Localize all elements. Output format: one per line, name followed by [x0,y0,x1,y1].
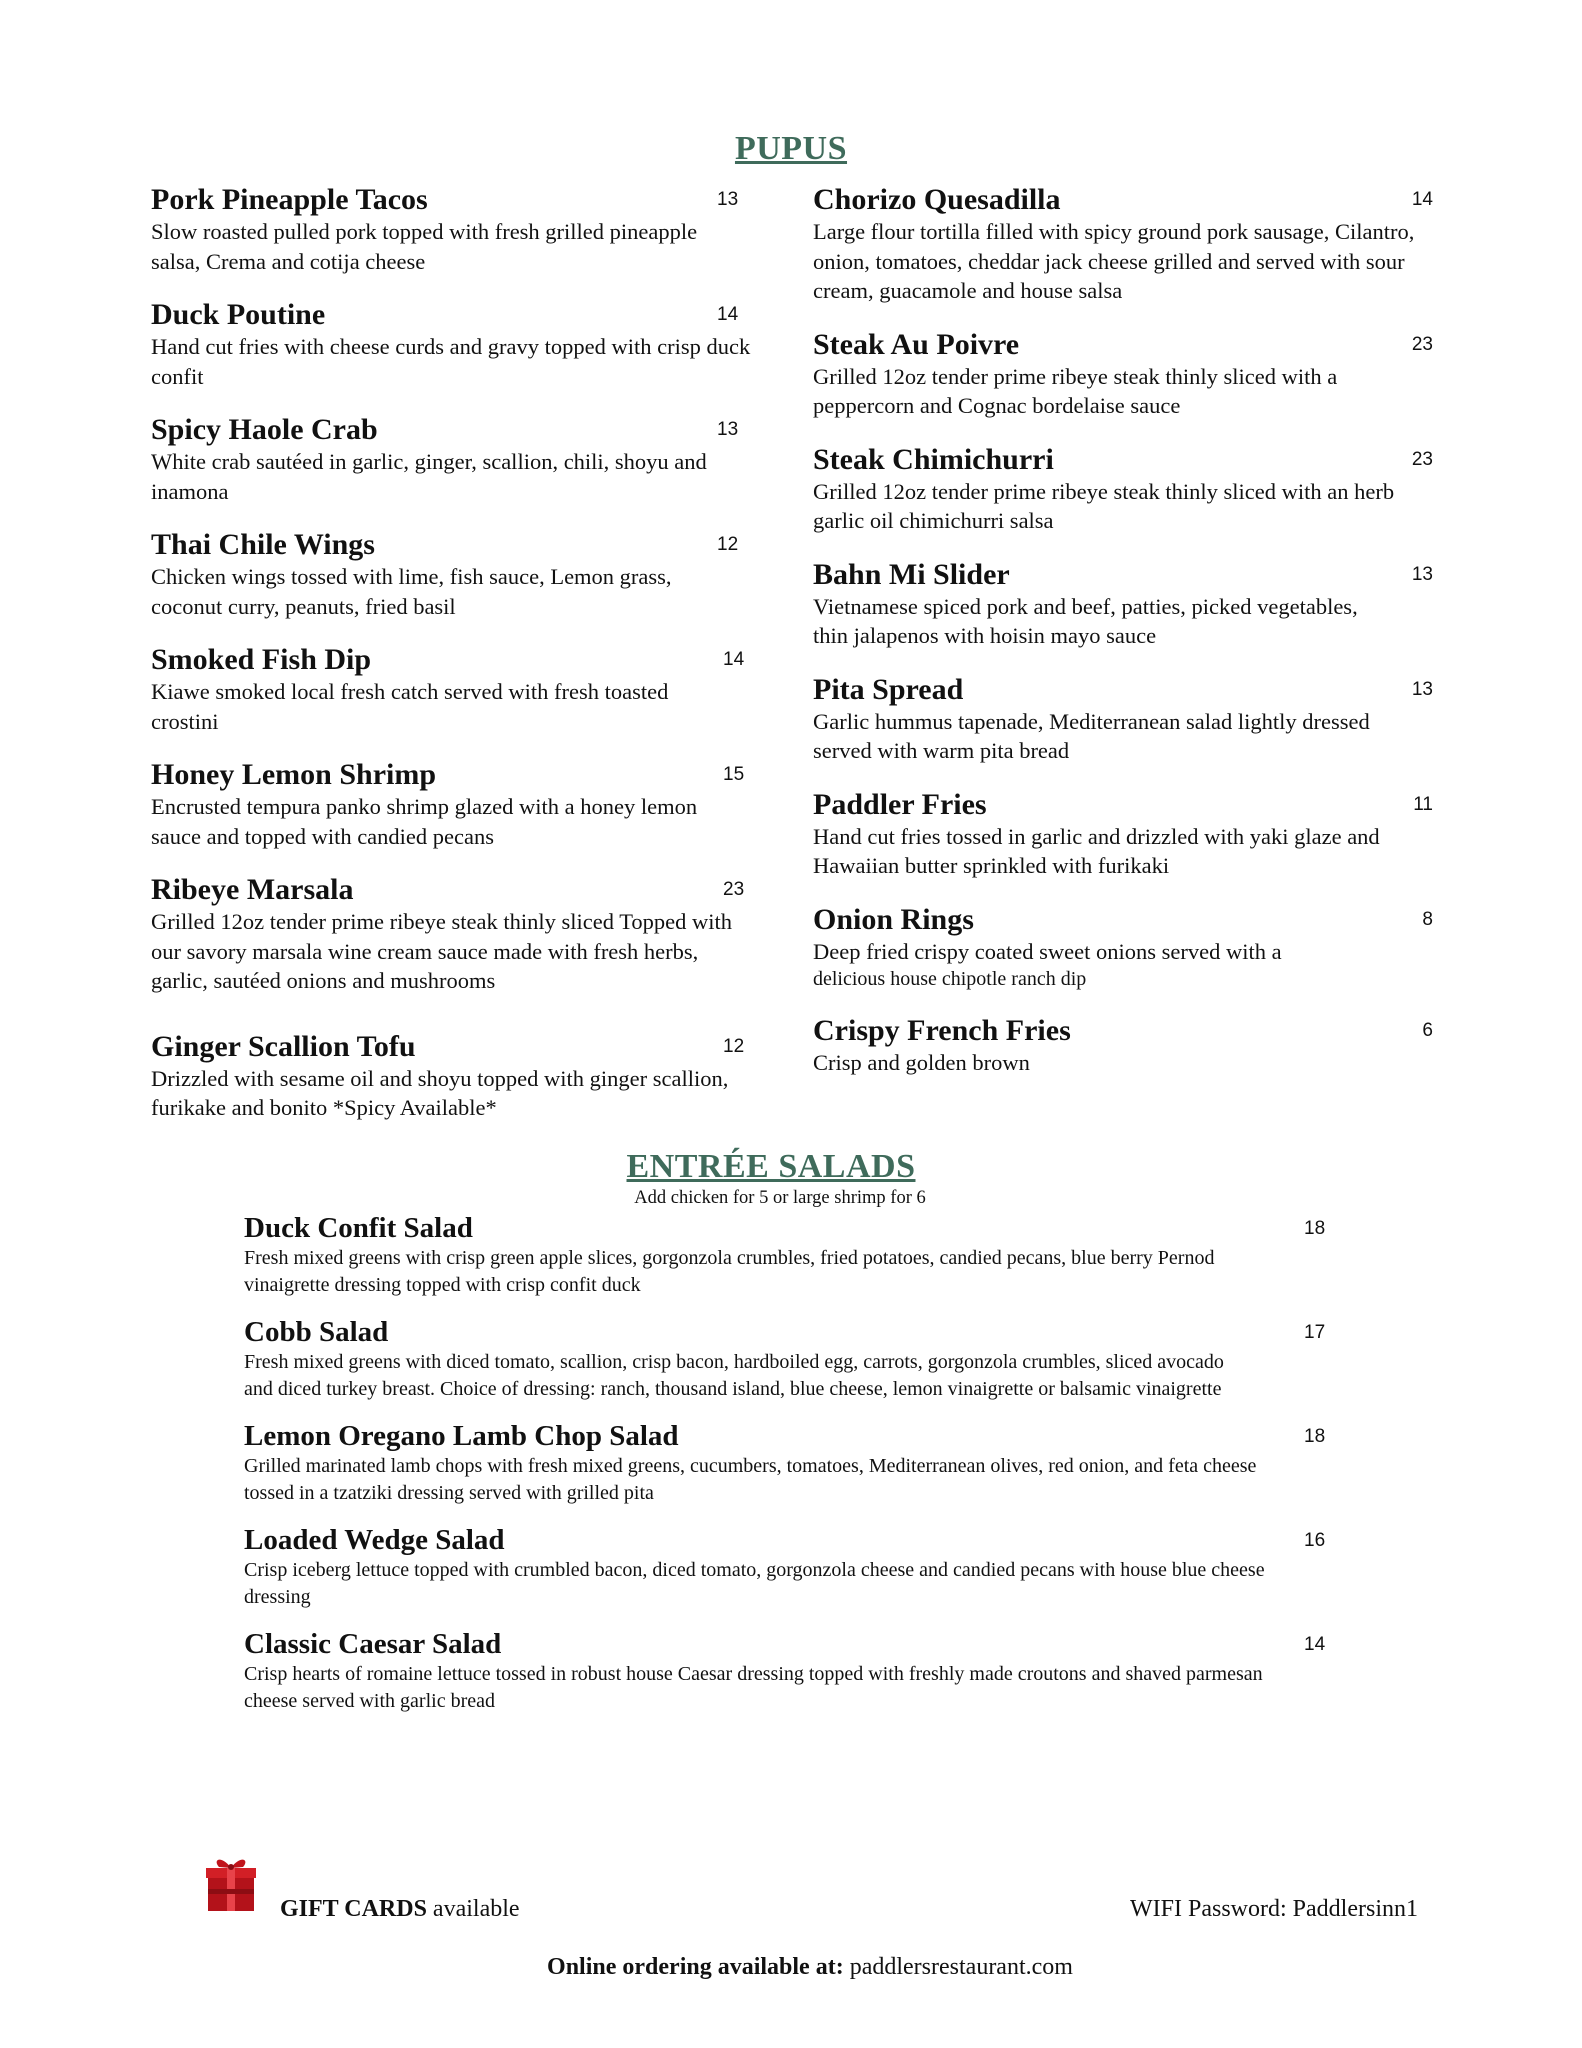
item-price: 23 [1411,448,1433,470]
item-price: 14 [717,304,739,325]
item-description: Crisp iceberg lettuce topped with crumbled bacon, diced tomato, gorgonzola cheese and candied pecans with house blue cheese dressing [244,1559,1265,1608]
item-price: 14 [723,649,745,670]
item-description: Hand cut fries tossed in garlic and drizzled with yaki glaze and Hawaiian butter sprinkled with furikaki [813,823,1380,878]
item-description: Chicken wings tossed with lime, fish sauce, Lemon grass, coconut curry, peanuts, fried basil [151,564,672,619]
gift-cards-label: GIFT CARDS [280,1896,427,1922]
online-ordering-notice [0,1954,1582,1981]
salads-list [244,1212,1334,1732]
menu-item [151,1030,751,1123]
menu-item [813,788,1433,881]
menu-item [151,643,751,736]
item-description [813,937,1433,993]
item-name: Pita Spread [813,672,964,706]
pupus-left-column [151,183,751,1145]
item-name: Thai Chile Wings [151,528,375,561]
salads-title: ENTRÉE SALADS [626,1148,916,1185]
menu-item [813,443,1433,536]
item-description-line: delicious house chipotle ranch dip [813,968,1087,990]
item-name: Cobb Salad [244,1316,389,1348]
menu-item [813,328,1433,421]
item-name: Chorizo Quesadilla [813,183,1061,216]
menu-item [244,1420,1334,1506]
item-description: Grilled marinated lamb chops with fresh mixed greens, cucumbers, tomatoes, Mediterranean olives, red onion, and feta cheese tossed in a tzatziki dressing served with grilled pita [244,1455,1257,1504]
item-price: 14 [1304,1634,1326,1655]
item-name: Onion Rings [813,902,974,936]
item-name: Steak Au Poivre [813,327,1020,361]
menu-item [151,758,751,851]
item-price: 13 [717,419,739,440]
item-description: Fresh mixed greens with crisp green apple slices, gorgonzola crumbles, fried potatoes, candied pecans, blue berry Pernod vinaigrette dressing topped with crisp confit duck [244,1247,1215,1296]
item-price: 23 [1411,333,1433,355]
item-price: 14 [1411,189,1433,210]
menu-item [151,528,751,621]
item-description: White crab sautéed in garlic, ginger, scallion, chili, shoyu and inamona [151,449,707,504]
item-price: 8 [1422,908,1433,930]
online-ordering-url[interactable]: paddlersrestaurant.com [843,1954,1073,1980]
item-price: 12 [723,1035,745,1057]
item-price: 15 [723,764,745,785]
item-description: Kiawe smoked local fresh catch served with fresh toasted crostini [151,679,669,734]
item-price: 16 [1304,1530,1326,1551]
item-name: Ginger Scallion Tofu [151,1029,416,1063]
item-price: 17 [1304,1322,1326,1343]
menu-item [244,1628,1334,1714]
item-description: Grilled 12oz tender prime ribeye steak thinly sliced with a peppercorn and Cognac bordelaise sauce [813,363,1338,418]
item-price: 18 [1304,1426,1326,1447]
menu-item [813,903,1433,993]
menu-item [151,413,751,506]
menu-item [813,183,1433,306]
item-price: 11 [1413,793,1433,815]
item-price: 23 [723,879,745,900]
gift-cards-notice [280,1896,520,1923]
item-description: Hand cut fries with cheese curds and gravy topped with crisp duck confit [151,334,751,389]
item-price: 18 [1304,1218,1326,1239]
pupus-right-column [813,183,1433,1100]
item-name: Duck Confit Salad [244,1212,473,1244]
item-description: Garlic hummus tapenade, Mediterranean salad lightly dressed served with warm pita bread [813,708,1370,763]
item-description: Large flour tortilla filled with spicy ground pork sausage, Cilantro, onion, tomatoes, cheddar jack cheese grilled and served with sour cream, guacamole and house salsa [813,219,1415,303]
item-description: Crisp and golden brown [813,1050,1030,1075]
item-name: Spicy Haole Crab [151,413,378,446]
item-description: Fresh mixed greens with diced tomato, scallion, crisp bacon, hardboiled egg, carrots, gorgonzola crumbles, sliced avocado and diced turkey breast. Choice of dressing: ranch, thousand island, blue cheese, lemon vinaigrette or balsamic vinaigrette [244,1351,1224,1400]
item-description: Slow roasted pulled pork topped with fresh grilled pineapple salsa, Crema and cotija cheese [151,219,698,274]
item-price: 13 [1411,678,1433,700]
online-ordering-label: Online ordering available at: [547,1954,844,1980]
item-name: Honey Lemon Shrimp [151,758,437,791]
item-description: Encrusted tempura panko shrimp glazed with a honey lemon sauce and topped with candied pecans [151,794,698,849]
item-name: Bahn Mi Slider [813,557,1010,591]
item-name: Loaded Wedge Salad [244,1524,505,1556]
menu-item [151,298,751,391]
item-description: Grilled 12oz tender prime ribeye steak thinly sliced Topped with our savory marsala wine cream sauce made with fresh herbs, garlic, sautéed onions and mushrooms [151,909,732,993]
item-name: Duck Poutine [151,298,326,331]
menu-item [244,1212,1334,1298]
item-price: 12 [717,534,739,555]
item-name: Pork Pineapple Tacos [151,183,428,216]
menu-item [151,873,751,996]
gift-box-icon [204,1853,258,1913]
item-description: Grilled 12oz tender prime ribeye steak thinly sliced with an herb garlic oil chimichurri salsa [813,478,1395,533]
menu-item [813,558,1433,651]
item-name: Crispy French Fries [813,1014,1071,1047]
item-name: Ribeye Marsala [151,873,354,906]
menu-item [244,1316,1334,1402]
item-name: Steak Chimichurri [813,442,1054,476]
item-price: 6 [1422,1020,1433,1041]
item-description: Crisp hearts of romaine lettuce tossed in robust house Caesar dressing topped with freshly made croutons and shaved parmesan cheese served with garlic bread [244,1663,1263,1712]
item-price: 13 [1411,563,1433,585]
gift-cards-available: available [426,1896,520,1922]
item-name: Lemon Oregano Lamb Chop Salad [244,1420,679,1452]
item-name: Paddler Fries [813,787,987,821]
menu-item [151,183,751,276]
item-price: 13 [717,189,739,210]
item-description-line: Deep fried crispy coated sweet onions served with a [813,938,1282,964]
item-name: Classic Caesar Salad [244,1628,502,1660]
item-description: Drizzled with sesame oil and shoyu topped with ginger scallion, furikake and bonito *Spicy Available* [151,1065,729,1120]
menu-item [244,1524,1334,1610]
pupus-title: PUPUS [734,130,848,167]
menu-item [813,1014,1433,1078]
menu-item [813,673,1433,766]
salads-add-on-note: Add chicken for 5 or large shrimp for 6 [634,1188,926,1208]
item-description: Vietnamese spiced pork and beef, patties, picked vegetables, thin jalapenos with hoisin mayo sauce [813,593,1358,648]
item-name: Smoked Fish Dip [151,643,372,676]
wifi-password: WIFI Password: Paddlersinn1 [1130,1896,1418,1922]
